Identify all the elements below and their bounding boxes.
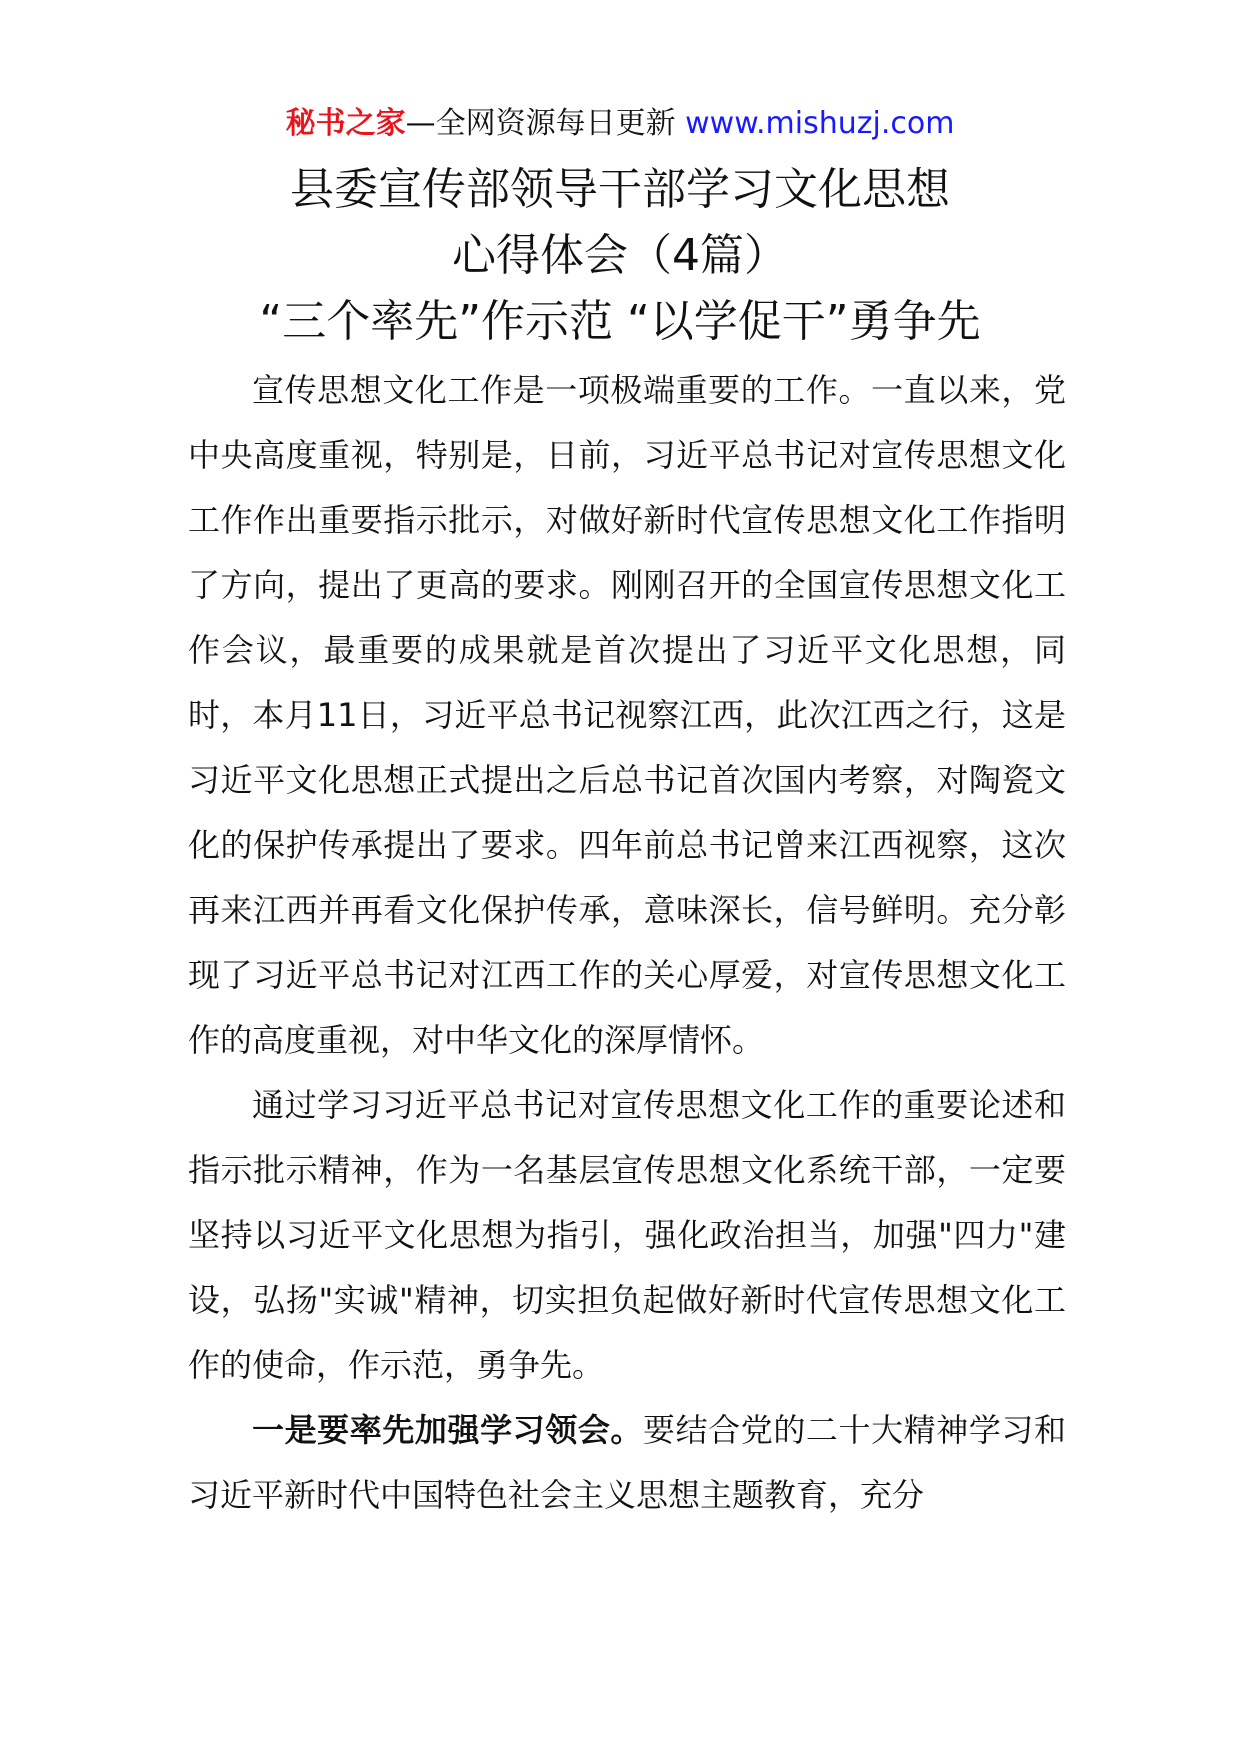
watermark-brand: 秘书之家 xyxy=(285,106,406,141)
document-subtitle: “三个率先”作示范 “以学促干”勇争先 xyxy=(259,296,981,347)
body-paragraph-2: 通过学习习近平总书记对宣传思想文化工作的重要论述和指示批示精神，作为一名基层宣传思想文化系统干部，一定要坚持以习近平文化思想为指引，强化政治担当，加强"四力"建设，弘扬"实诚"精神，切实担负起做好新时代宣传思想文化工作的使命，作示范，勇争先。 xyxy=(188,1086,1066,1384)
document-title-line2: 心得体会（4篇） xyxy=(452,230,788,281)
point1-lead: 一是要率先加强学习领会。 xyxy=(252,1411,643,1449)
point1-text: 要结合党的二十大精神学习和习近平新时代中国特色社会主义思想主题教育，充分 xyxy=(188,1411,1066,1514)
body-paragraph-point1 xyxy=(188,1398,1066,1528)
site-watermark xyxy=(0,104,1240,144)
watermark-url-link[interactable]: www.mishuzj.com xyxy=(685,106,955,141)
document-body xyxy=(188,358,1066,1528)
body-paragraph-1: 宣传思想文化工作是一项极端重要的工作。一直以来，党中央高度重视，特别是，日前，习近平总书记对宣传思想文化工作作出重要指示批示，对做好新时代宣传思想文化工作指明了方向，提出了更高的要求。刚刚召开的全国宣传思想文化工作会议，最重要的成果就是首次提出了习近平文化思想，同时，本月11日，习近平总书记视察江西，此次江西之行，这是习近平文化思想正式提出之后总书记首次国内考察，对陶瓷文化的保护传承提出了要求。四年前总书记曾来江西视察，这次再来江西并再看文化保护传承，意味深长，信号鲜明。充分彰现了习近平总书记对江西工作的关心厚爱，对宣传思想文化工作的高度重视，对中华文化的深厚情怀。 xyxy=(188,371,1066,1059)
watermark-slogan: —全网资源每日更新 xyxy=(405,106,686,141)
document-title-line1: 县委宣传部领导干部学习文化思想 xyxy=(290,164,950,215)
